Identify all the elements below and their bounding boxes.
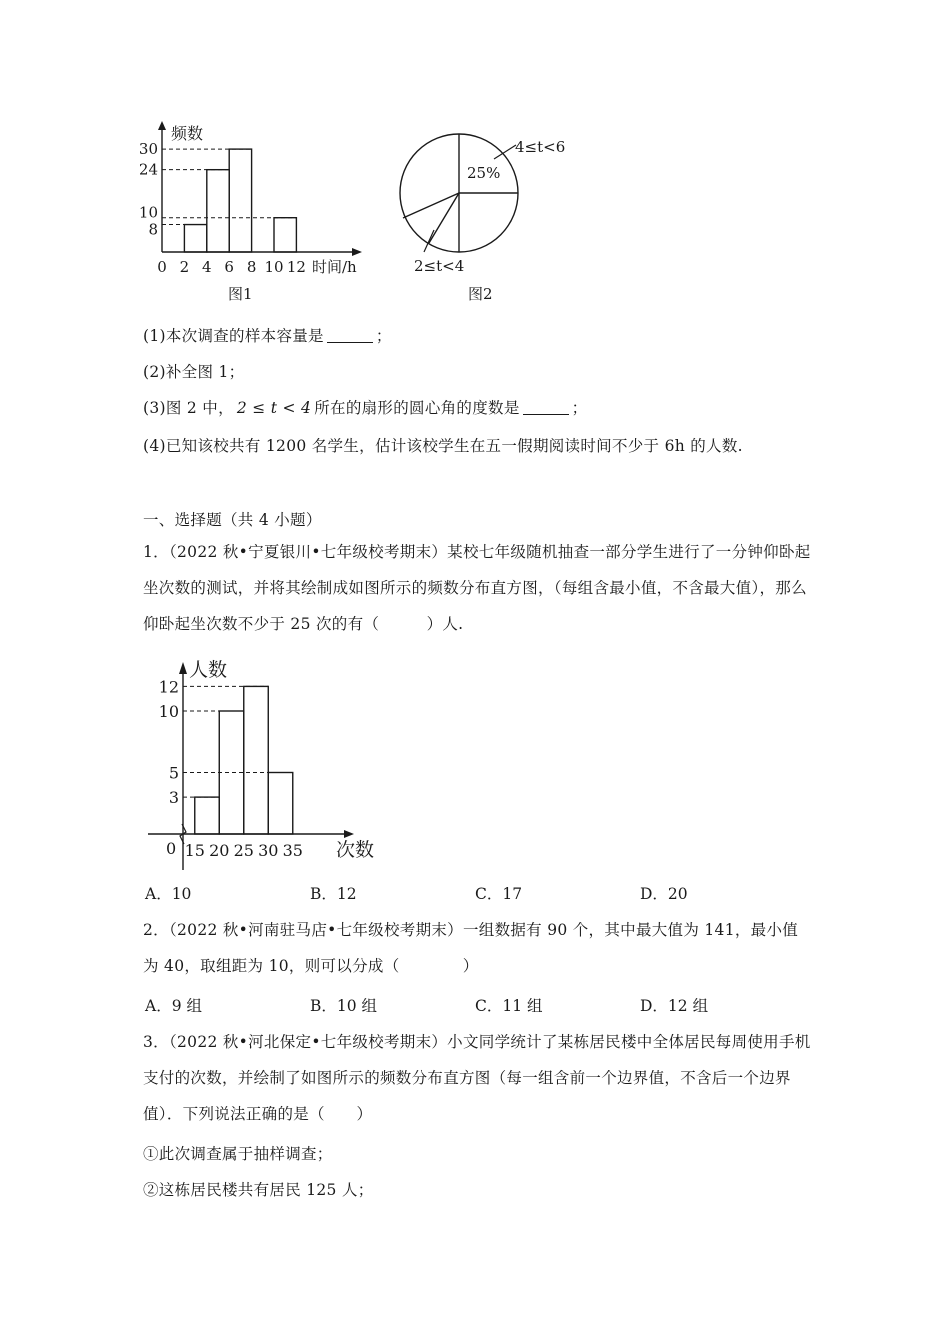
histogram-3-x-label: 次数 bbox=[336, 839, 375, 861]
y-tick-label: 12 bbox=[158, 677, 179, 697]
histogram-1-y-label: 频数 bbox=[171, 124, 204, 143]
x-tick-label: 25 bbox=[233, 841, 254, 860]
histogram-3-x-ticks bbox=[185, 841, 303, 860]
histogram-3-svg bbox=[140, 648, 390, 880]
problem-2-option-a: A．9 组 bbox=[145, 997, 202, 1015]
problem-2-option-d: D．12 组 bbox=[640, 997, 709, 1015]
x-tick-label: 8 bbox=[246, 258, 257, 276]
question-3-math: 2 ≤ t < 4 bbox=[236, 399, 312, 417]
problem-1-option-c: C．17 bbox=[475, 885, 523, 903]
problem-1-option-a: A．10 bbox=[145, 885, 192, 903]
pie-divider-left bbox=[403, 193, 459, 218]
problem-3-text: 3．（2022 秋•河北保定•七年级校考期末）小文同学统计了某栋居民楼中全体居民每周使用手机支付的次数，并绘制了如图所示的频数分布直方图（每一组含前一个边界值，不含后一个边界值）．下列说法正确的是（ ） bbox=[143, 1033, 811, 1123]
figure-2-caption: 图2 bbox=[468, 285, 493, 303]
y-tick-label: 10 bbox=[140, 203, 158, 222]
section-title: 一、选择题（共 4 小题） bbox=[143, 511, 322, 529]
pie-divider-lower-left bbox=[429, 193, 459, 243]
question-3 bbox=[143, 398, 587, 418]
histogram-1-x-label: 时间/h bbox=[312, 258, 357, 276]
histogram-3-y-label: 人数 bbox=[189, 659, 228, 681]
y-tick-label: 5 bbox=[168, 763, 179, 783]
histogram-3-bars bbox=[195, 686, 293, 834]
histogram-3-guides bbox=[183, 686, 293, 797]
histogram-3-y-ticks bbox=[159, 677, 179, 807]
problem-3-item-2: ②这栋居民楼共有居民 125 人； bbox=[143, 1181, 374, 1199]
x-tick-label: 10 bbox=[264, 258, 284, 276]
x-tick-label: 12 bbox=[286, 258, 306, 276]
x-tick-label: 30 bbox=[258, 841, 279, 860]
y-tick-label: 3 bbox=[168, 788, 179, 808]
question-3-end: ； bbox=[571, 399, 588, 417]
histogram-bar bbox=[274, 218, 296, 252]
question-1-end: ； bbox=[375, 327, 392, 345]
x-tick-label: 0 bbox=[157, 258, 167, 276]
question-3-text-b: 所在的扇形的圆心角的度数是 bbox=[314, 399, 520, 417]
question-4: (4)已知该校共有 1200 名学生，估计该校学生在五一假期阅读时间不少于 6h 的人数. bbox=[143, 437, 743, 455]
figure-3-histogram bbox=[140, 648, 390, 880]
histogram-3-origin: 0 bbox=[166, 839, 177, 858]
x-tick-label: 6 bbox=[224, 258, 234, 276]
problem-2-option-b: B．10 组 bbox=[310, 997, 378, 1015]
y-tick-label: 24 bbox=[140, 160, 158, 179]
x-tick-label: 20 bbox=[209, 841, 230, 860]
histogram-bar bbox=[195, 797, 220, 834]
pie-label-top: 4≤t<6 bbox=[515, 138, 566, 156]
x-tick-label: 15 bbox=[184, 841, 205, 860]
figure-1-histogram bbox=[140, 118, 380, 308]
histogram-bar bbox=[184, 225, 206, 252]
histogram-bar bbox=[268, 773, 293, 835]
problem-1-option-d: D．20 bbox=[640, 885, 688, 903]
pie-chart-svg bbox=[390, 118, 580, 308]
problem-1-text: 1．（2022 秋•宁夏银川•七年级校考期末）某校七年级随机抽查一部分学生进行了一分钟仰卧起坐次数的测试，并将其绘制成如图所示的频数分布直方图，（每组含最小值，不含最大值），那么仰卧起坐次数不少于 25 次的有（ ）人. bbox=[143, 543, 811, 633]
problem-2-text: 2．（2022 秋•河南驻马店•七年级校考期末）一组数据有 90 个，其中最大值为 141，最小值为 40，取组距为 10，则可以分成（ ） bbox=[143, 921, 799, 975]
problem-2-option-c: C．11 组 bbox=[475, 997, 543, 1015]
y-tick-label: 30 bbox=[140, 140, 158, 159]
x-tick-label: 2 bbox=[179, 258, 190, 276]
histogram-bar bbox=[229, 149, 251, 252]
histogram-1-x-ticks bbox=[157, 258, 306, 276]
answer-blank-1 bbox=[327, 328, 373, 343]
histogram-bar bbox=[244, 686, 269, 834]
question-2: (2)补全图 1； bbox=[143, 363, 245, 381]
question-1-text: (1)本次调查的样本容量是 bbox=[143, 327, 324, 345]
histogram-bar bbox=[207, 170, 229, 252]
answer-blank-3 bbox=[523, 400, 569, 415]
figure-2-pie bbox=[390, 118, 580, 308]
pie-label-bottom: 2≤t<4 bbox=[414, 257, 465, 275]
question-3-text-a: (3)图 2 中， bbox=[143, 399, 234, 417]
pie-slice-percent: 25% bbox=[467, 164, 501, 182]
problem-3-item-1: ①此次调查属于抽样调查； bbox=[143, 1145, 333, 1163]
problem-1-option-b: B．12 bbox=[310, 885, 357, 903]
x-tick-label: 4 bbox=[202, 258, 212, 276]
y-tick-label: 8 bbox=[148, 220, 158, 239]
figure-1-caption: 图1 bbox=[228, 285, 253, 303]
histogram-1-svg bbox=[140, 118, 380, 308]
y-tick-label: 10 bbox=[158, 702, 179, 721]
histogram-1-y-ticks bbox=[140, 140, 158, 238]
x-tick-label: 35 bbox=[282, 841, 303, 860]
question-1 bbox=[143, 326, 392, 346]
histogram-1-bars bbox=[184, 149, 296, 252]
